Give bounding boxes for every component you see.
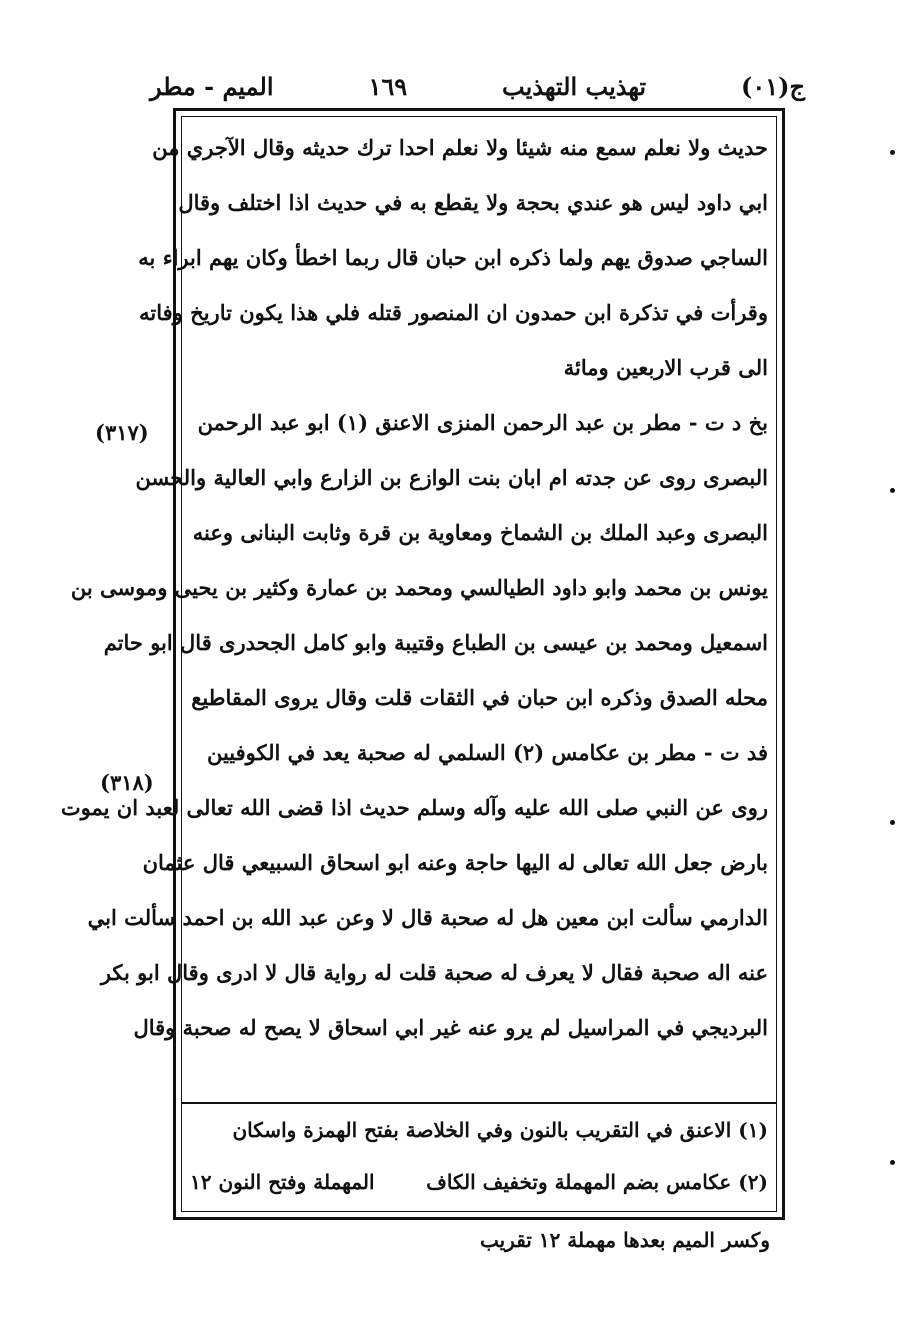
footnote-2: (٢) عكامس بضم المهملة وتخفيف الكاف (426, 1170, 768, 1194)
entry-heading-line: بخ د ت - مطر بن عبد الرحمن المنزى الاعنق (١) ابو عبد الرحمن (197, 410, 768, 435)
footnote-1-continuation: المهملة وفتح النون ١٢ (190, 1170, 375, 1194)
volume-label: ج(٠١) (741, 71, 805, 101)
footnote-line: (١) الاعنق في التقريب بالنون وفي الخلاصة بفتح الهمزة واسكان (232, 1118, 768, 1142)
entry-number-318: (٣١٨) (100, 770, 154, 795)
body-line: اسمعيل ومحمد بن عيسى بن الطباع وقتيبة وابو كامل الجحدرى قال ابو حاتم (103, 630, 768, 655)
body-line: البرديجي في المراسيل لم يرو عنه غير ابي اسحاق لا يصح له صحبة وقال (133, 1015, 768, 1040)
page-number: ١٦٩ (368, 71, 408, 101)
footnote-divider (181, 1102, 777, 1104)
book-title: تهذيب التهذيب (502, 71, 647, 101)
margin-dot (890, 820, 895, 825)
footnote-continuation: وكسر الميم بعدها مهملة ١٢ تقريب (479, 1228, 770, 1252)
body-line: الى قرب الاربعين ومائة (563, 355, 768, 380)
entry-heading-line: فد ت - مطر بن عكامس (٢) السلمي له صحبة يعد في الكوفيين (206, 740, 768, 765)
body-line: حديث ولا نعلم سمع منه شيئا ولا نعلم احدا ترك حديثه وقال الآجري من (152, 135, 768, 160)
margin-dot (890, 150, 895, 155)
body-line: الساجي صدوق يهم ولما ذكره ابن حبان قال ربما اخطأ وكان يهم ابراء به (138, 245, 768, 270)
body-line: عنه اله صحبة فقال لا يعرف له صحبة قلت له رواية قال لا ادرى وقال ابو بكر (100, 960, 768, 985)
footnotes (190, 1105, 768, 1210)
running-header (150, 62, 805, 110)
body-line: الدارمي سألت ابن معين هل له صحبة قال لا وعن عبد الله بن احمد سألت ابي (87, 905, 768, 930)
body-line: يونس بن محمد وابو داود الطيالسي ومحمد بن عمارة وكثير بن يحيى وموسى بن (70, 575, 768, 600)
body-line: بارض جعل الله تعالى له اليها حاجة وعنه ابو اسحاق السبيعي قال عثمان (142, 850, 768, 875)
entry-number-317: (٣١٧) (95, 420, 149, 445)
footnote-line (190, 1157, 768, 1209)
body-line: البصرى وعبد الملك بن الشماخ ومعاوية بن قرة وثابت البنانى وعنه (192, 520, 768, 545)
body-line: محله الصدق وذكره ابن حبان في الثقات قلت وقال يروى المقاطيع (191, 685, 768, 710)
margin-dot (890, 488, 895, 493)
body-line: ابي داود ليس هو عندي بحجة ولا يقطع به في حديث اذا اختلف وقال (178, 190, 768, 215)
margin-dot (890, 1160, 895, 1165)
body-line: روى عن النبي صلى الله عليه وآله وسلم حديث اذا قضى الله تعالى لعبد ان يموت (60, 795, 768, 820)
section-label: الميم - مطر (150, 71, 274, 101)
body-line: البصرى روى عن جدته ام ابان بنت الوازع بن الزارع وابي العالية والحسن (135, 465, 768, 490)
body-line: وقرأت في تذكرة ابن حمدون ان المنصور قتله فلي هذا يكون تاريخ وفاته (139, 300, 768, 325)
